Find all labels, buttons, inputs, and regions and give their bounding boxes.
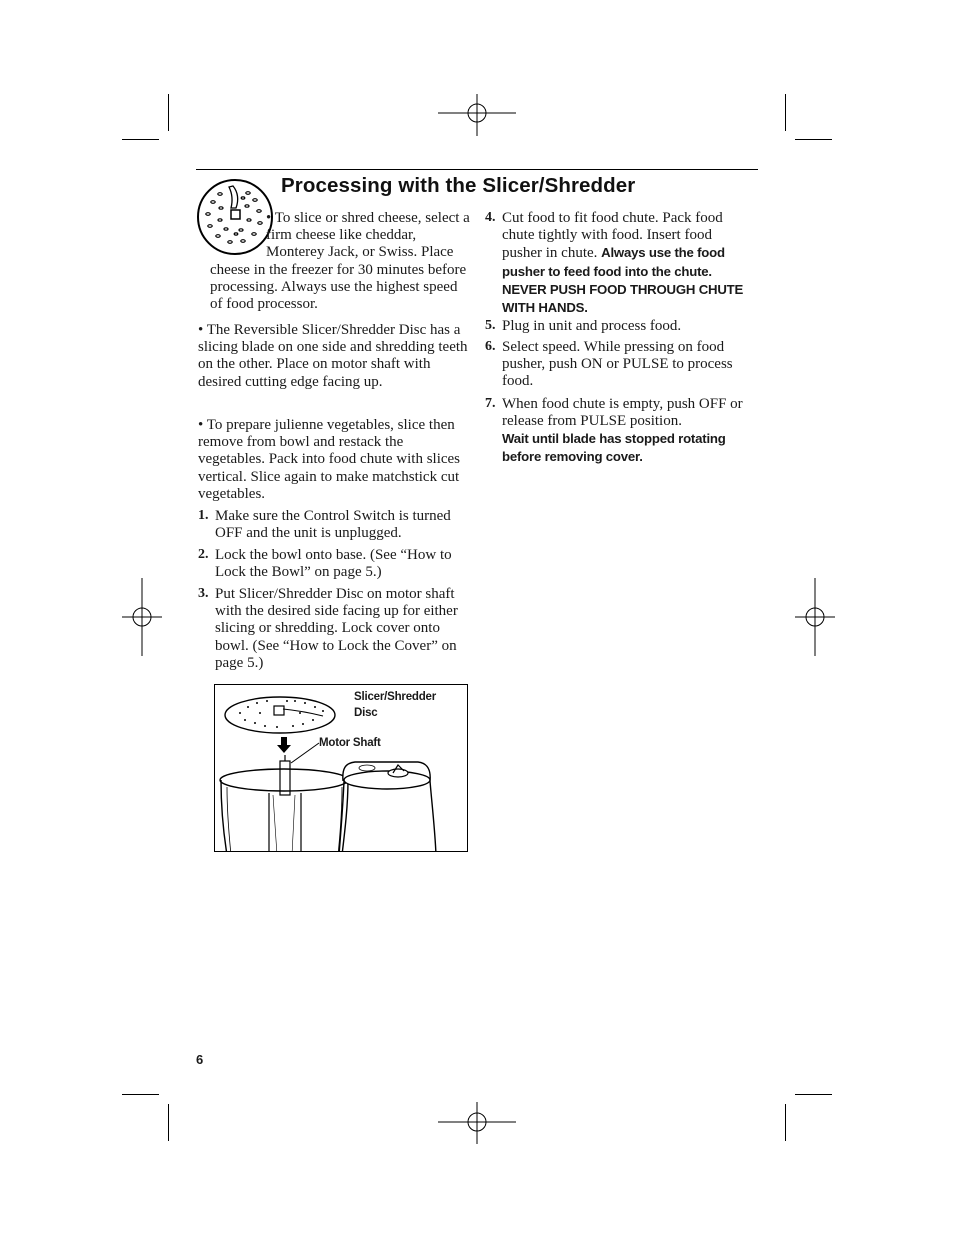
step-number: 5.	[485, 318, 496, 333]
warning-text: Always use the food pusher to feed food into the chute. NEVER PUSH FOOD THROUGH CHUTE WITH HANDS.	[502, 245, 744, 316]
crop-mark	[168, 1104, 169, 1141]
page-number: 6	[196, 1052, 204, 1067]
registration-mark-icon	[438, 94, 516, 136]
step-text: Lock the bowl onto base. (See “How to Lock the Bowl” on page 5.)	[215, 547, 452, 581]
step-text: Plug in unit and process food.	[502, 318, 682, 334]
step-number: 3.	[198, 586, 209, 601]
step-number: 2.	[198, 547, 209, 562]
step-text: When food chute is empty, push OFF or release from PULSE position.	[502, 396, 743, 430]
step-text: Select speed. While pressing on food pusher, push ON or PULSE to process food.	[502, 339, 733, 390]
bullet-reversible-disc	[198, 322, 471, 391]
intro-paragraph	[210, 210, 472, 313]
crop-mark	[795, 139, 832, 140]
icon-text-wrap	[196, 210, 266, 261]
step-number: 4.	[485, 210, 496, 225]
step-number: 1.	[198, 508, 209, 523]
figure-box	[214, 684, 468, 852]
registration-mark-icon	[438, 1102, 516, 1144]
crop-mark	[785, 1104, 786, 1141]
crop-mark	[168, 94, 169, 131]
step-text: Put Slicer/Shredder Disc on motor shaft with the desired side facing up for either slicing or shredding. Lock cover onto bowl. (See “How to Lock the Cover” on page 5.)	[215, 586, 458, 671]
intro-text: • To slice or shred cheese, select a firm cheese like cheddar, Monterey Jack, or Swiss. Place cheese in the freezer for 30 minutes before processing. Always use the highest speed of food processor.	[210, 210, 470, 313]
warning-text: Wait until blade has stopped rotating before removing cover.	[502, 431, 726, 464]
bullet-julienne	[198, 417, 471, 503]
step-text: Cut food to fit food chute. Pack food chute tightly with food. Insert food pusher in chute.	[502, 210, 723, 262]
step-number: 7.	[485, 396, 496, 411]
header-rule	[196, 169, 758, 170]
registration-mark-icon	[795, 578, 835, 656]
page-title: Processing with the Slicer/Shredder	[281, 174, 636, 197]
bullet-text: • To prepare julienne vegetables, slice then remove from bowl and restack the vegetables. Pack into food chute with slices vertical. Slice again to make matchstick cut vegetables.	[198, 417, 461, 502]
step-text-block	[502, 210, 752, 317]
crop-mark	[122, 1094, 159, 1095]
crop-mark	[795, 1094, 832, 1095]
step-text: Make sure the Control Switch is turned OFF and the unit is unplugged.	[215, 508, 451, 542]
motor-shaft-label: Motor Shaft	[319, 737, 381, 749]
registration-mark-icon	[122, 578, 162, 656]
step-text-block	[502, 396, 754, 466]
disc-label: Slicer/Shredder Disc	[354, 691, 437, 719]
crop-mark	[785, 94, 786, 131]
crop-mark	[122, 139, 159, 140]
step-number: 6.	[485, 339, 496, 354]
bullet-text: • The Reversible Slicer/Shredder Disc has a slicing blade on one side and shredding teeth on the other. Place on motor shaft with desired cutting edge facing up.	[198, 322, 468, 390]
